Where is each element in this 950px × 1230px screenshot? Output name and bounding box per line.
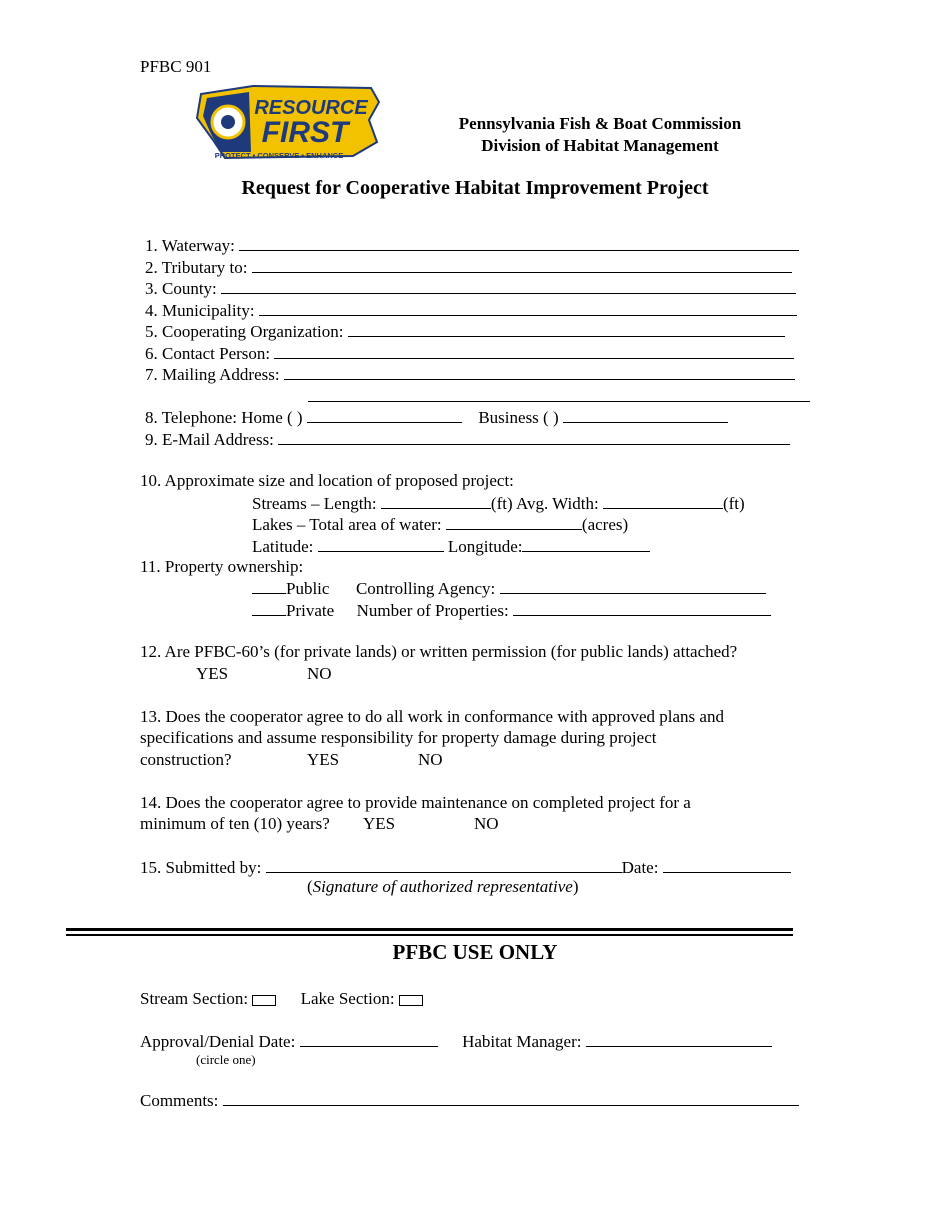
submitted-date-field[interactable] [663, 857, 791, 873]
longitude-field[interactable] [522, 536, 650, 552]
county-field[interactable] [221, 278, 796, 294]
submitted-by-row: 15. Submitted by: Date: [140, 857, 791, 878]
lat-long-row: Latitude: Longitude: [252, 536, 650, 557]
contact-person-field[interactable] [274, 343, 794, 359]
private-check-field[interactable] [252, 600, 286, 616]
streams-row: Streams – Length: (ft) Avg. Width: (ft) [252, 494, 745, 513]
approval-date-field[interactable] [300, 1031, 438, 1047]
office-use-title: PFBC USE ONLY [392, 940, 558, 964]
q13-line2: specifications and assume responsibility for property damage during project [140, 728, 657, 747]
section-divider-inner [66, 934, 793, 936]
q13-line1: 13. Does the cooperator agree to do all work in conformance with approved plans and [140, 707, 724, 726]
q14-line1: 14. Does the cooperator agree to provide maintenance on completed project for a [140, 793, 691, 812]
signature-field[interactable] [266, 857, 622, 873]
q14-yes[interactable]: YES [363, 814, 396, 833]
q12-text: 12. Are PFBC-60’s (for private lands) or written permission (for public lands) attached? [140, 642, 738, 661]
stream-section-checkbox[interactable] [252, 995, 276, 1006]
comments-row: Comments: [140, 1090, 799, 1111]
q10-label: 10. Approximate size and location of proposed project: [140, 471, 514, 490]
public-row: Public Controlling Agency: [252, 578, 766, 599]
form-title: Request for Cooperative Habitat Improvement Project [241, 177, 709, 199]
approval-row: Approval/Denial Date: Habitat Manager: [140, 1031, 772, 1052]
cooperating-org-field[interactable] [348, 321, 785, 337]
svg-text:FIRST: FIRST [261, 116, 349, 149]
business-phone-field[interactable] [563, 407, 728, 423]
lake-area-field[interactable] [446, 514, 582, 530]
mailing-address-field[interactable] [284, 364, 795, 380]
mailing-address-row: 7. Mailing Address: [145, 364, 795, 385]
q14-no[interactable]: NO [474, 814, 499, 833]
q11-label: 11. Property ownership: [140, 557, 304, 576]
stream-length-field[interactable] [381, 493, 491, 509]
municipality-field[interactable] [259, 300, 797, 316]
email-row: 9. E-Mail Address: [145, 429, 790, 450]
contact-person-row: 6. Contact Person: [145, 343, 794, 364]
tributary-field[interactable] [252, 257, 792, 273]
form-code: PFBC 901 [140, 57, 212, 76]
keystone-logo-icon [193, 82, 383, 162]
signature-note: (Signature of authorized representative) [307, 877, 579, 896]
waterway-field[interactable] [239, 235, 799, 251]
home-phone-field[interactable] [307, 407, 462, 423]
public-check-field[interactable] [252, 578, 286, 594]
email-field[interactable] [278, 429, 790, 445]
habitat-manager-field[interactable] [586, 1031, 772, 1047]
controlling-agency-field[interactable] [500, 578, 766, 594]
county-row: 3. County: [145, 278, 796, 299]
waterway-row: 1. Waterway: [145, 235, 799, 256]
private-row: Private Number of Properties: [252, 600, 771, 621]
telephone-row: 8. Telephone: Home ( ) Business ( ) [145, 407, 728, 428]
num-properties-field[interactable] [513, 600, 771, 616]
svg-text:RESOURCE: RESOURCE [254, 97, 368, 119]
lake-section-checkbox[interactable] [399, 995, 423, 1006]
resource-first-logo [193, 82, 383, 162]
agency-heading [415, 113, 785, 157]
svg-text:PROTECT • CONSERVE • ENHANCE: PROTECT • CONSERVE • ENHANCE [214, 151, 344, 160]
q13-yes[interactable]: YES [307, 750, 340, 769]
mailing-address-line2-row [308, 386, 810, 407]
stream-width-field[interactable] [603, 493, 723, 509]
mailing-address-line2-field[interactable] [308, 386, 810, 402]
section-divider [66, 928, 793, 931]
lakes-row: Lakes – Total area of water: (acres) [252, 515, 629, 534]
cooperating-org-row: 5. Cooperating Organization: [145, 321, 785, 342]
q13-no[interactable]: NO [418, 750, 443, 769]
comments-field[interactable] [223, 1090, 799, 1106]
municipality-row: 4. Municipality: [145, 300, 797, 321]
q14-line2: minimum of ten (10) years? [140, 814, 330, 833]
division-name: Division of Habitat Management [481, 136, 719, 155]
q13-line3: construction? [140, 750, 232, 769]
circle-one-note: (circle one) [196, 1052, 256, 1067]
q12-yes[interactable]: YES [196, 664, 229, 683]
latitude-field[interactable] [318, 536, 444, 552]
q12-no[interactable]: NO [307, 664, 332, 683]
section-type-row: Stream Section: Lake Section: [140, 989, 423, 1009]
tributary-row: 2. Tributary to: [145, 257, 792, 278]
agency-name: Pennsylvania Fish & Boat Commission [458, 114, 742, 133]
